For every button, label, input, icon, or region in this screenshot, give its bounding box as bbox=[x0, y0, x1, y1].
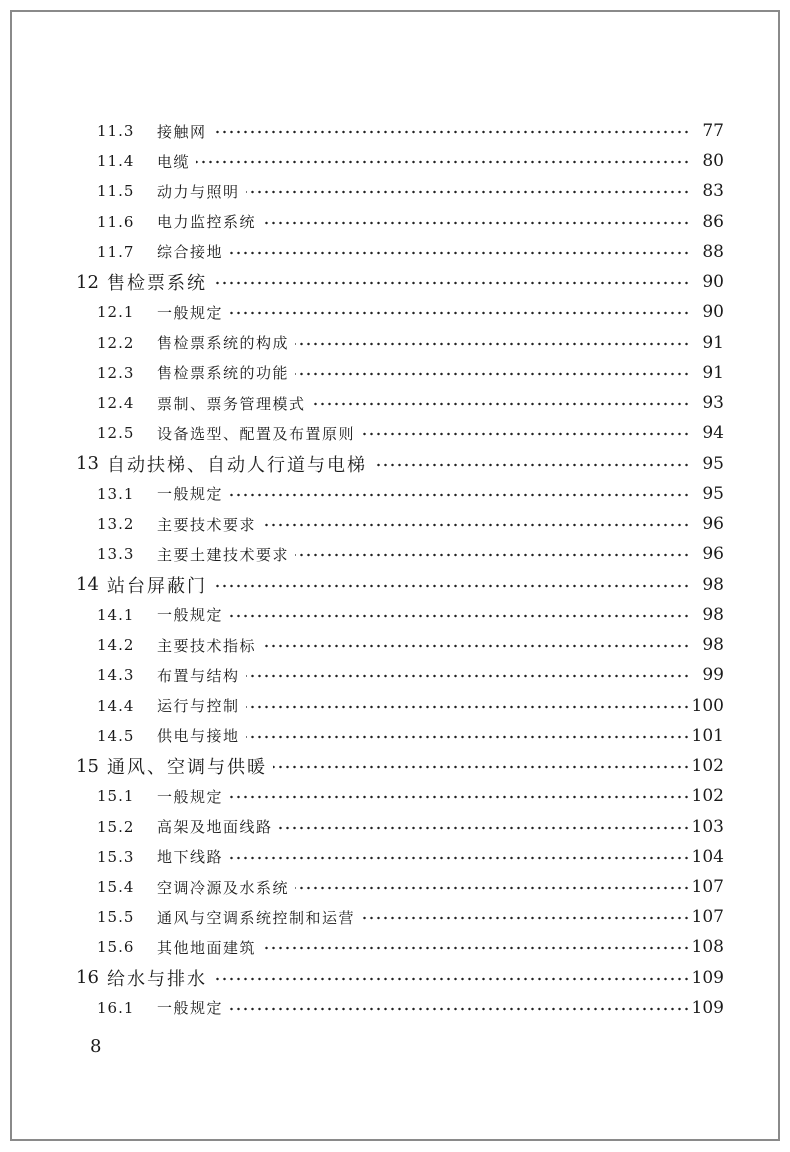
entry-page-number: 102 bbox=[691, 786, 724, 807]
dot-leader bbox=[229, 1007, 690, 1011]
entry-number: 13.2 bbox=[97, 515, 135, 534]
entry-page-number: 98 bbox=[702, 604, 724, 625]
entry-page-number: 95 bbox=[702, 453, 724, 474]
entry-title: 售检票系统的功能 bbox=[157, 364, 290, 383]
entry-title: 地下线路 bbox=[157, 848, 224, 867]
toc-chapter-entry[interactable] bbox=[0, 449, 790, 479]
entry-title: 通风、空调与供暖 bbox=[107, 757, 267, 779]
toc-section-entry[interactable] bbox=[0, 842, 790, 872]
toc-section-entry[interactable] bbox=[0, 932, 790, 962]
entry-number: 12.2 bbox=[97, 333, 135, 352]
entry-title: 给水与排水 bbox=[107, 968, 207, 990]
entry-page-number: 80 bbox=[702, 151, 724, 172]
entry-number: 14 bbox=[76, 574, 99, 596]
dot-leader bbox=[361, 432, 690, 436]
entry-page-number: 98 bbox=[702, 574, 724, 595]
toc-section-entry[interactable] bbox=[0, 418, 790, 448]
toc-section-entry[interactable] bbox=[0, 479, 790, 509]
entry-number: 11.4 bbox=[97, 152, 135, 171]
entry-page-number: 99 bbox=[702, 665, 724, 686]
dot-leader bbox=[213, 977, 690, 981]
toc-chapter-entry[interactable] bbox=[0, 267, 790, 297]
entry-page-number: 83 bbox=[702, 181, 724, 202]
dot-leader bbox=[213, 281, 690, 285]
toc-section-entry[interactable] bbox=[0, 691, 790, 721]
entry-page-number: 103 bbox=[691, 816, 724, 837]
toc-chapter-entry[interactable] bbox=[0, 751, 790, 781]
dot-leader bbox=[246, 190, 690, 194]
entry-title: 综合接地 bbox=[157, 243, 224, 262]
dot-leader bbox=[213, 584, 690, 588]
entry-title: 票制、票务管理模式 bbox=[157, 394, 306, 413]
toc-section-entry[interactable] bbox=[0, 509, 790, 539]
dot-leader bbox=[246, 705, 690, 709]
toc-section-entry[interactable] bbox=[0, 328, 790, 358]
dot-leader bbox=[262, 946, 690, 950]
entry-page-number: 93 bbox=[702, 393, 724, 414]
page-number: 8 bbox=[90, 1036, 102, 1057]
entry-number: 12.4 bbox=[97, 394, 135, 413]
toc-section-entry[interactable] bbox=[0, 630, 790, 660]
toc-chapter-entry[interactable] bbox=[0, 570, 790, 600]
entry-number: 12 bbox=[76, 271, 99, 293]
dot-leader bbox=[295, 342, 690, 346]
dot-leader bbox=[295, 372, 690, 376]
dot-leader bbox=[229, 311, 690, 315]
toc-section-entry[interactable] bbox=[0, 116, 790, 146]
dot-leader bbox=[295, 553, 690, 557]
dot-leader bbox=[262, 523, 690, 527]
toc-section-entry[interactable] bbox=[0, 812, 790, 842]
toc-section-entry[interactable] bbox=[0, 781, 790, 811]
dot-leader bbox=[213, 130, 690, 134]
entry-page-number: 108 bbox=[691, 937, 724, 958]
toc-section-entry[interactable] bbox=[0, 993, 790, 1023]
entry-page-number: 100 bbox=[691, 695, 724, 716]
toc-section-entry[interactable] bbox=[0, 872, 790, 902]
entry-page-number: 77 bbox=[702, 121, 724, 141]
dot-leader bbox=[229, 856, 690, 860]
toc-section-entry[interactable] bbox=[0, 297, 790, 327]
entry-title: 主要技术指标 bbox=[157, 636, 257, 655]
entry-title: 其他地面建筑 bbox=[157, 938, 257, 957]
entry-page-number: 90 bbox=[702, 272, 724, 293]
entry-page-number: 94 bbox=[702, 423, 724, 444]
dot-leader bbox=[262, 644, 690, 648]
entry-title: 一般规定 bbox=[157, 787, 224, 806]
toc-section-entry[interactable] bbox=[0, 600, 790, 630]
entry-title: 布置与结构 bbox=[157, 666, 240, 685]
toc-section-entry[interactable] bbox=[0, 237, 790, 267]
entry-number: 15.1 bbox=[97, 787, 135, 806]
entry-page-number: 91 bbox=[702, 362, 724, 383]
entry-number: 12.3 bbox=[97, 363, 135, 382]
dot-leader bbox=[295, 886, 690, 890]
entry-number: 14.2 bbox=[97, 636, 135, 655]
dot-leader bbox=[246, 735, 690, 739]
entry-number: 14.4 bbox=[97, 696, 135, 715]
entry-title: 一般规定 bbox=[157, 606, 224, 625]
dot-leader bbox=[196, 160, 690, 164]
toc-chapter-entry[interactable] bbox=[0, 963, 790, 993]
entry-title: 接触网 bbox=[157, 122, 207, 141]
entry-number: 14.3 bbox=[97, 666, 135, 685]
dot-leader bbox=[229, 614, 690, 618]
entry-number: 14.1 bbox=[97, 605, 135, 624]
entry-title: 主要土建技术要求 bbox=[157, 545, 290, 564]
entry-number: 14.5 bbox=[97, 726, 135, 745]
dot-leader bbox=[229, 493, 690, 497]
entry-page-number: 98 bbox=[702, 635, 724, 656]
entry-number: 15.4 bbox=[97, 878, 135, 896]
entry-title: 高架及地面线路 bbox=[157, 818, 273, 837]
entry-number: 12.5 bbox=[97, 424, 135, 443]
toc-section-entry[interactable] bbox=[0, 902, 790, 932]
entry-title: 一般规定 bbox=[157, 999, 224, 1018]
toc-section-entry[interactable] bbox=[0, 358, 790, 388]
entry-title: 通风与空调系统控制和运营 bbox=[157, 908, 356, 927]
entry-page-number: 107 bbox=[691, 907, 724, 928]
toc-section-entry[interactable] bbox=[0, 539, 790, 569]
dot-leader bbox=[246, 674, 690, 678]
dot-leader bbox=[361, 916, 690, 920]
entry-title: 设备选型、配置及布置原则 bbox=[157, 424, 356, 443]
entry-number: 15.2 bbox=[97, 817, 135, 836]
entry-number: 11.5 bbox=[97, 182, 135, 201]
entry-page-number: 88 bbox=[702, 241, 724, 262]
entry-page-number: 91 bbox=[702, 332, 724, 353]
entry-title: 供电与接地 bbox=[157, 727, 240, 746]
entry-page-number: 104 bbox=[691, 846, 724, 867]
toc-section-entry[interactable] bbox=[0, 388, 790, 418]
dot-leader bbox=[229, 251, 690, 255]
entry-page-number: 90 bbox=[702, 302, 724, 323]
entry-title: 一般规定 bbox=[157, 303, 224, 322]
entry-number: 11.6 bbox=[97, 212, 135, 231]
entry-page-number: 96 bbox=[702, 544, 724, 565]
dot-leader bbox=[279, 826, 690, 830]
entry-number: 16.1 bbox=[97, 998, 135, 1017]
entry-page-number: 109 bbox=[691, 967, 724, 988]
toc-section-entry[interactable] bbox=[0, 721, 790, 751]
toc-section-entry[interactable] bbox=[0, 207, 790, 237]
entry-title: 电缆 bbox=[157, 152, 191, 171]
entry-title: 自动扶梯、自动人行道与电梯 bbox=[107, 454, 367, 476]
entry-number: 11.3 bbox=[97, 122, 135, 140]
entry-number: 15 bbox=[76, 755, 99, 777]
entry-number: 13 bbox=[76, 453, 99, 475]
dot-leader bbox=[262, 221, 690, 225]
dot-leader bbox=[273, 765, 690, 769]
entry-number: 13.3 bbox=[97, 545, 135, 564]
toc-section-entry[interactable] bbox=[0, 660, 790, 690]
toc-section-entry[interactable] bbox=[0, 146, 790, 176]
dot-leader bbox=[229, 795, 690, 799]
entry-page-number: 86 bbox=[702, 211, 724, 232]
entry-number: 15.6 bbox=[97, 938, 135, 957]
entry-title: 站台屏蔽门 bbox=[107, 575, 207, 597]
entry-page-number: 109 bbox=[691, 997, 724, 1018]
entry-title: 售检票系统的构成 bbox=[157, 334, 290, 353]
entry-title: 主要技术要求 bbox=[157, 515, 257, 534]
entry-number: 13.1 bbox=[97, 484, 135, 503]
entry-number: 16 bbox=[76, 967, 99, 989]
entry-number: 15.5 bbox=[97, 908, 135, 927]
entry-title: 动力与照明 bbox=[157, 182, 240, 201]
dot-leader bbox=[373, 463, 690, 467]
entry-page-number: 101 bbox=[691, 725, 724, 746]
entry-page-number: 95 bbox=[702, 483, 724, 504]
dot-leader bbox=[312, 402, 690, 406]
entry-title: 空调冷源及水系统 bbox=[157, 878, 290, 897]
entry-number: 15.3 bbox=[97, 847, 135, 866]
entry-number: 12.1 bbox=[97, 303, 135, 322]
entry-page-number: 96 bbox=[702, 514, 724, 535]
entry-title: 售检票系统 bbox=[107, 273, 207, 295]
entry-page-number: 107 bbox=[691, 877, 724, 897]
entry-page-number: 102 bbox=[691, 756, 724, 777]
entry-title: 一般规定 bbox=[157, 485, 224, 504]
toc-section-entry[interactable] bbox=[0, 176, 790, 206]
entry-number: 11.7 bbox=[97, 242, 135, 261]
entry-title: 运行与控制 bbox=[157, 697, 240, 716]
entry-title: 电力监控系统 bbox=[157, 213, 257, 232]
